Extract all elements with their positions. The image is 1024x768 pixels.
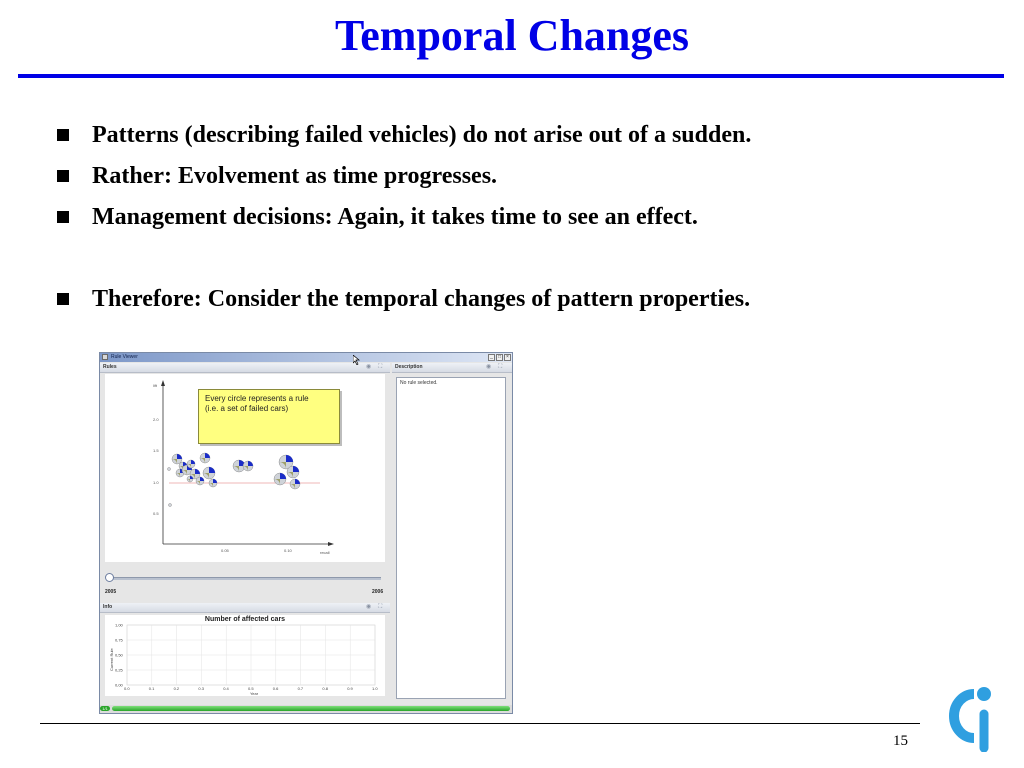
rule-circle-wedge: [280, 473, 286, 479]
x-tick-label: 0.0: [124, 686, 130, 691]
y-tick-label: 1.0: [153, 480, 159, 485]
maximize-pane-icon[interactable]: ⛶: [378, 604, 383, 610]
chart-grid: [115, 623, 378, 692]
affected-cars-chart: [105, 615, 385, 696]
window-title: Rule Viewer: [111, 354, 138, 360]
y-tick-label: 0,50: [115, 652, 123, 658]
rule-circles: [168, 453, 301, 507]
footer-rule: [40, 723, 920, 724]
title-underline: [18, 74, 1004, 78]
y-axis-label: Current Rule: [109, 648, 114, 671]
square-bullet-icon: [57, 211, 69, 223]
legend-line: (i.e. a set of failed cars): [205, 404, 289, 413]
y-tick-label: 2.0: [153, 417, 159, 422]
rule-circle-wedge: [248, 461, 253, 466]
square-bullet-icon: [57, 293, 69, 305]
bullet-item: [57, 199, 987, 240]
close-button[interactable]: ×: [504, 354, 511, 361]
x-tick-label: 0.7: [297, 686, 304, 691]
bullet-text: Rather: Evolvement as time progresses.: [92, 163, 498, 189]
bullet-text: Management decisions: Again, it takes time to see an effect.: [92, 204, 698, 230]
progress-fill: [112, 706, 510, 711]
eye-icon[interactable]: ◉: [486, 364, 492, 370]
rule-circle-wedge: [293, 466, 299, 472]
slide-title: Temporal Changes: [334, 11, 690, 60]
app-icon: [102, 354, 108, 360]
y-tick-label: 0,75: [115, 637, 123, 643]
y-tick-label: 1.5: [153, 448, 159, 453]
x-tick-label: 0.3: [198, 686, 204, 691]
rule-circle-wedge: [295, 479, 300, 484]
legend-line: Every circle represents a rule: [205, 394, 309, 403]
x-tick-label: 0.1: [148, 686, 155, 691]
maximize-button[interactable]: □: [497, 354, 502, 360]
info-pane-header: [100, 603, 390, 613]
rule-circle-wedge: [209, 467, 215, 473]
minimize-button[interactable]: _: [488, 354, 495, 361]
x-tick-label: 0.6: [272, 686, 279, 691]
x-tick-label: 0.10: [284, 548, 292, 553]
rules-pane-header: [100, 363, 390, 373]
mouse-cursor-icon: [353, 355, 361, 365]
bullet-list: [57, 117, 987, 322]
x-tick-label: 0.8: [322, 686, 328, 691]
info-pane-title: Info: [103, 604, 113, 610]
x-tick-label: 0.9: [347, 686, 353, 691]
maximize-pane-icon[interactable]: ⛶: [498, 364, 503, 370]
maximize-pane-icon[interactable]: ⛶: [378, 364, 383, 370]
y-tick-label: 0,25: [115, 667, 123, 673]
rules-scatter-plot[interactable]: [105, 374, 385, 562]
x-axis-label: Year: [250, 691, 259, 696]
x-tick-label: 1.0: [372, 686, 378, 691]
square-bullet-icon: [57, 170, 69, 182]
rule-circle-wedge: [195, 469, 200, 474]
ci-logo-icon: [940, 680, 1010, 752]
rule-circle-wedge: [177, 454, 182, 459]
x-tick-label: 0.5: [248, 686, 254, 691]
x-tick-label: 0.4: [223, 686, 229, 691]
year-slider-thumb[interactable]: [105, 573, 114, 582]
bullet-item: [57, 158, 987, 199]
rule-circle[interactable]: [168, 468, 171, 471]
x-tick-label: 0.05: [221, 548, 229, 553]
page-number: 15: [893, 733, 908, 749]
bullet-text: Therefore: Consider the temporal changes of pattern properties.: [92, 286, 751, 312]
rule-circle-wedge: [213, 479, 217, 483]
square-bullet-icon: [57, 129, 69, 141]
eye-icon[interactable]: ◉: [366, 604, 372, 610]
affected-cars-svg: [105, 615, 385, 696]
x-tick-label: 0.2: [173, 686, 180, 691]
y-tick-label: 0.5: [153, 511, 159, 516]
y-tick-label: 0,00: [115, 682, 123, 688]
description-pane-header: [392, 363, 512, 373]
eye-icon[interactable]: ◉: [366, 364, 372, 370]
description-pane-title: Description: [395, 364, 423, 370]
x-axis-arrow-icon: [328, 542, 334, 546]
bullet-item: [57, 117, 987, 158]
slider-start-year: 2005: [105, 589, 117, 595]
y-tick-label: lift: [153, 383, 157, 388]
rule-circle[interactable]: [169, 504, 172, 507]
slider-end-year: 2006: [372, 589, 384, 595]
x-axis-label: recall: [320, 550, 330, 555]
y-tick-label: 1,00: [115, 622, 123, 628]
rule-circle-wedge: [200, 477, 204, 481]
y-axis-arrow-icon: [161, 380, 165, 386]
progress-bar: [100, 705, 512, 713]
progress-label: 1/1: [100, 706, 110, 711]
rule-circle-wedge: [205, 453, 210, 458]
rule-circle-wedge: [286, 455, 293, 462]
year-slider-track[interactable]: [109, 577, 381, 580]
description-text-area[interactable]: [396, 377, 506, 699]
rules-pane-title: Rules: [103, 364, 117, 370]
chart-title: Number of affected cars: [204, 616, 286, 623]
window-titlebar[interactable]: [100, 353, 512, 362]
description-text: No rule selected.: [400, 380, 438, 386]
bullet-text: Patterns (describing failed vehicles) do not arise out of a sudden.: [92, 122, 752, 148]
bullet-item: [57, 281, 987, 322]
rule-viewer-window: [99, 352, 513, 714]
rule-circle-wedge: [191, 460, 195, 464]
legend-note: [198, 389, 340, 444]
